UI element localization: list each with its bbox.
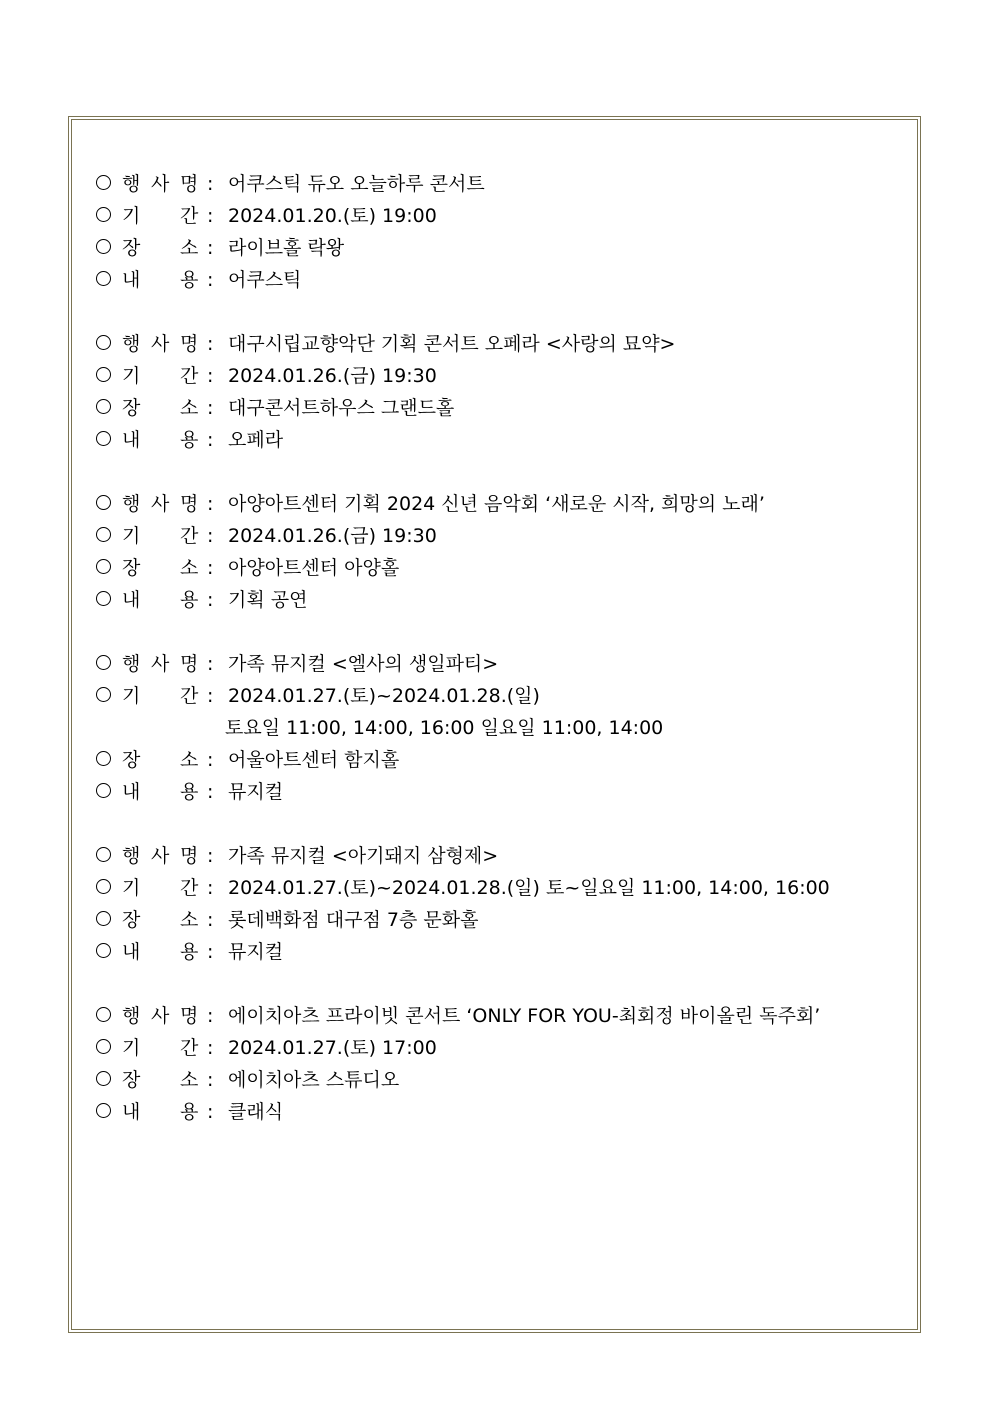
event-name-value: 어쿠스틱 듀오 오늘하루 콘서트 [228,173,485,195]
event-place-value: 어울아트센터 함지홀 [228,749,400,771]
event-content-row [94,424,914,456]
circle-bullet-icon [96,751,111,766]
event-name-row [94,840,914,872]
circle-bullet-icon [96,879,111,894]
field-label-char: 소 [180,909,199,931]
circle-bullet-icon [96,655,111,670]
field-colon: : [207,941,214,963]
field-label-char: 소 [180,397,199,419]
event-content-row [94,776,914,808]
event-content-row [94,584,914,616]
field-label-char: 사 [151,333,170,355]
event-period-value: 2024.01.26.(금) 19:30 [228,525,437,547]
field-label-char: 장 [122,557,141,579]
event-item [94,168,914,296]
field-colon: : [207,781,214,803]
event-period-row [94,680,914,712]
event-name-row [94,168,914,200]
field-label-char: 사 [151,493,170,515]
field-colon: : [207,333,214,355]
event-place-row [94,744,914,776]
event-period-value: 2024.01.27.(토)~2024.01.28.(일) [228,685,540,707]
event-period-row [94,872,914,904]
field-label-char: 내 [122,1101,141,1123]
field-label-char: 행 [122,493,141,515]
field-colon: : [207,685,214,707]
field-label-char: 장 [122,237,141,259]
field-label-char: 간 [180,685,199,707]
field-label-char: 내 [122,589,141,611]
field-label-char: 용 [180,1101,199,1123]
field-label-char: 소 [180,749,199,771]
circle-bullet-icon [96,495,111,510]
field-colon: : [207,589,214,611]
event-item [94,328,914,456]
field-label-char: 기 [122,685,141,707]
event-period-row [94,360,914,392]
field-colon: : [207,205,214,227]
field-label-char: 장 [122,749,141,771]
field-label-char: 사 [151,653,170,675]
field-label-char: 소 [180,1069,199,1091]
circle-bullet-icon [96,847,111,862]
circle-bullet-icon [96,367,111,382]
event-period-value: 2024.01.20.(토) 19:00 [228,205,437,227]
field-label-char: 간 [180,365,199,387]
event-name-value: 아양아트센터 기획 2024 신년 음악회 ‘새로운 시작, 희망의 노래’ [228,493,765,515]
field-colon: : [207,173,214,195]
event-place-value: 아양아트센터 아양홀 [228,557,400,579]
circle-bullet-icon [96,559,111,574]
field-label-char: 내 [122,781,141,803]
circle-bullet-icon [96,399,111,414]
field-colon: : [207,1101,214,1123]
circle-bullet-icon [96,783,111,798]
event-name-value: 가족 뮤지컬 <엘사의 생일파티> [228,653,499,675]
event-period-value: 2024.01.27.(토) 17:00 [228,1037,437,1059]
field-label-char: 용 [180,269,199,291]
event-place-row [94,904,914,936]
event-content-row [94,1096,914,1128]
event-place-row [94,552,914,584]
event-period-value: 2024.01.27.(토)~2024.01.28.(일) 토~일요일 11:00, 14:00, 16:00 [228,877,830,899]
field-label-char: 간 [180,877,199,899]
event-item [94,488,914,616]
event-item [94,648,914,808]
event-place-row [94,232,914,264]
field-label-char: 내 [122,269,141,291]
field-label-char: 기 [122,525,141,547]
field-label-char: 명 [180,653,199,675]
field-label-char: 간 [180,1037,199,1059]
event-period-row [94,520,914,552]
field-colon: : [207,557,214,579]
circle-bullet-icon [96,175,111,190]
event-place-value: 라이브홀 락왕 [228,237,345,259]
field-label-char: 행 [122,173,141,195]
circle-bullet-icon [96,591,111,606]
field-colon: : [207,653,214,675]
circle-bullet-icon [96,207,111,222]
circle-bullet-icon [96,1007,111,1022]
field-label-char: 명 [180,845,199,867]
event-name-row [94,328,914,360]
event-place-value: 에이치아츠 스튜디오 [228,1069,400,1091]
field-label-char: 행 [122,333,141,355]
field-label-char: 행 [122,845,141,867]
field-label-char: 내 [122,941,141,963]
event-content-value: 오페라 [228,429,284,451]
field-label-char: 소 [180,237,199,259]
field-label-char: 용 [180,941,199,963]
field-colon: : [207,877,214,899]
event-period-row [94,1032,914,1064]
event-name-value: 대구시립교향악단 기획 콘서트 오페라 <사랑의 묘약> [228,333,676,355]
circle-bullet-icon [96,911,111,926]
field-label-char: 사 [151,1005,170,1027]
field-colon: : [207,429,214,451]
circle-bullet-icon [96,335,111,350]
circle-bullet-icon [96,1039,111,1054]
field-colon: : [207,397,214,419]
event-name-row [94,488,914,520]
circle-bullet-icon [96,687,111,702]
field-label-char: 명 [180,1005,199,1027]
field-label-char: 명 [180,173,199,195]
field-colon: : [207,525,214,547]
field-label-char: 간 [180,525,199,547]
event-name-value: 가족 뮤지컬 <아기돼지 삼형제> [228,845,499,867]
event-content-value: 어쿠스틱 [228,269,302,291]
event-name-row [94,648,914,680]
field-label-char: 용 [180,781,199,803]
event-place-row [94,1064,914,1096]
field-colon: : [207,237,214,259]
event-content-value: 클래식 [228,1101,284,1123]
event-period-extra-row [94,712,914,744]
field-label-char: 사 [151,845,170,867]
circle-bullet-icon [96,239,111,254]
event-place-value: 롯데백화점 대구점 7층 문화홀 [228,909,479,931]
field-colon: : [207,493,214,515]
field-label-char: 행 [122,1005,141,1027]
field-label-char: 기 [122,205,141,227]
event-content-value: 뮤지컬 [228,941,284,963]
field-label-char: 내 [122,429,141,451]
event-list [94,168,914,1160]
event-place-value: 대구콘서트하우스 그랜드홀 [228,397,455,419]
field-label-char: 장 [122,1069,141,1091]
event-item [94,1000,914,1128]
event-period-value: 2024.01.26.(금) 19:30 [228,365,437,387]
circle-bullet-icon [96,527,111,542]
field-colon: : [207,749,214,771]
event-name-row [94,1000,914,1032]
field-label-char: 용 [180,429,199,451]
field-colon: : [207,1069,214,1091]
event-place-row [94,392,914,424]
event-name-value: 에이치아츠 프라이빗 콘서트 ‘ONLY FOR YOU-최회정 바이올린 독주회’ [228,1005,821,1027]
field-label-char: 용 [180,589,199,611]
field-label-char: 간 [180,205,199,227]
circle-bullet-icon [96,271,111,286]
circle-bullet-icon [96,1103,111,1118]
field-label-char: 명 [180,333,199,355]
circle-bullet-icon [96,1071,111,1086]
field-label-char: 장 [122,397,141,419]
field-label-char: 사 [151,173,170,195]
event-period-extra-value: 토요일 11:00, 14:00, 16:00 일요일 11:00, 14:00 [225,717,664,739]
event-period-row [94,200,914,232]
circle-bullet-icon [96,943,111,958]
field-label-char: 명 [180,493,199,515]
field-label-char: 행 [122,653,141,675]
event-content-row [94,264,914,296]
field-colon: : [207,269,214,291]
field-colon: : [207,365,214,387]
field-colon: : [207,909,214,931]
event-content-row [94,936,914,968]
field-label-char: 장 [122,909,141,931]
field-label-char: 기 [122,1037,141,1059]
field-colon: : [207,845,214,867]
field-label-char: 소 [180,557,199,579]
field-colon: : [207,1005,214,1027]
field-colon: : [207,1037,214,1059]
event-content-value: 기획 공연 [228,589,308,611]
field-label-char: 기 [122,877,141,899]
event-content-value: 뮤지컬 [228,781,284,803]
circle-bullet-icon [96,431,111,446]
field-label-char: 기 [122,365,141,387]
event-item [94,840,914,968]
